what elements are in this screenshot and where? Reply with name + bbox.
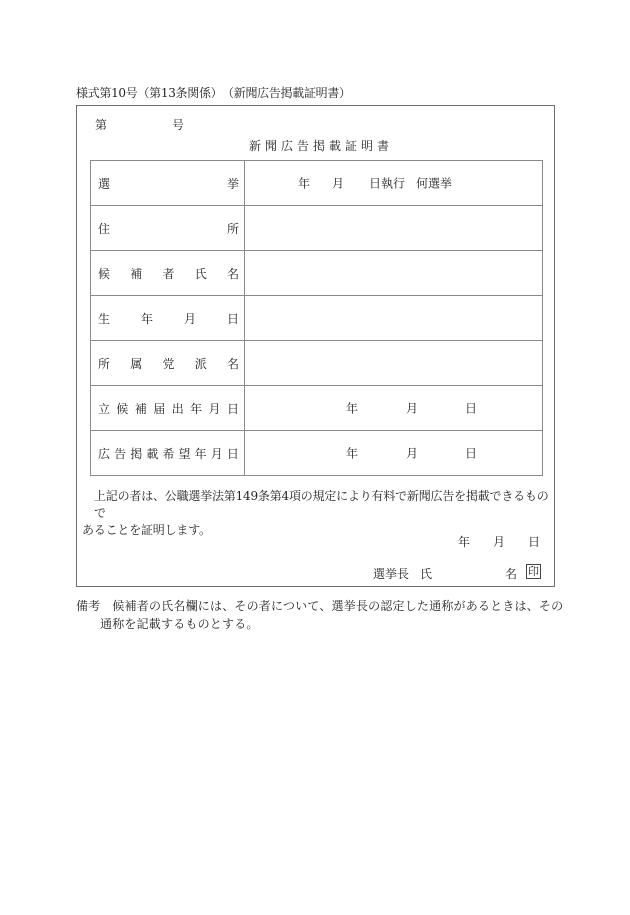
seal-icon: 印 <box>528 565 539 578</box>
certification-statement <box>82 488 556 539</box>
label-char: 届 <box>153 401 166 416</box>
label-char: 者 <box>162 266 175 281</box>
value-cell-election[interactable] <box>245 161 543 206</box>
label-char: 日 <box>226 446 239 461</box>
form-caption: 様式第10号（第13条関係） （新聞広告掲載証明書） <box>76 86 351 100</box>
issue-date-day: 日 <box>528 535 541 549</box>
value-cell-ad-date[interactable] <box>245 431 543 476</box>
ad-month-unit: 月 <box>406 446 419 461</box>
label-char: 日 <box>226 401 239 416</box>
label-char: 出 <box>171 401 184 416</box>
issue-date-month: 月 <box>493 535 506 549</box>
ad-day-unit: 日 <box>465 446 478 461</box>
label-char: 月 <box>210 446 223 461</box>
label-char: 属 <box>130 356 143 371</box>
label-cell-election <box>91 161 245 206</box>
election-month-unit: 月 <box>332 176 345 191</box>
election-day-unit: 日執行 <box>369 176 406 191</box>
signer-name-left: 氏 <box>420 567 433 581</box>
label-cell-ad-date <box>91 431 245 476</box>
label-char: 立 <box>98 401 111 416</box>
label-char: 補 <box>130 266 143 281</box>
remark-line-2: 通称を記載するものとする。 <box>100 617 259 631</box>
signer-name-right: 名 <box>505 567 518 581</box>
document-title-text: 新聞広告掲載証明書 <box>248 139 393 153</box>
label-char: 告 <box>114 446 127 461</box>
label-char: 名 <box>226 266 239 281</box>
label-char: 月 <box>183 311 196 326</box>
label-cell-party <box>91 341 245 386</box>
election-year-unit: 年 <box>298 176 311 191</box>
seal-mark <box>526 564 541 579</box>
table-row-candidacy-date <box>91 386 543 431</box>
table-row-birthdate <box>91 296 543 341</box>
label-char: 所 <box>226 221 239 236</box>
value-cell-address[interactable] <box>245 206 543 251</box>
label-char: 党 <box>162 356 175 371</box>
label-char: 広 <box>98 446 111 461</box>
candidacy-day-unit: 日 <box>465 401 478 416</box>
remark-text-1: 候補者の氏名欄には、その者について、選挙長の認定した通称があるときは、その <box>112 599 564 613</box>
label-cell-address <box>91 206 245 251</box>
statement-line-1: 上記の者は、公職選挙法第149条第4項の規定により有料で新聞広告を掲載できるもので <box>94 489 549 520</box>
label-char: 望 <box>178 446 191 461</box>
value-cell-candidacy-date[interactable] <box>245 386 543 431</box>
table-row-candidate-name <box>91 251 543 296</box>
label-char: 希 <box>162 446 175 461</box>
label-char: 補 <box>134 401 147 416</box>
value-cell-birthdate[interactable] <box>245 296 543 341</box>
issue-date-year: 年 <box>458 535 471 549</box>
value-cell-candidate-name[interactable] <box>245 251 543 296</box>
statement-line-2: あることを証明します。 <box>82 523 211 537</box>
remark-section <box>76 597 566 633</box>
table-row-ad-date <box>91 431 543 476</box>
election-type: 何選挙 <box>416 176 453 191</box>
certificate-table <box>90 160 543 476</box>
value-cell-party[interactable] <box>245 341 543 386</box>
label-char: 載 <box>146 446 159 461</box>
signer-title: 選挙長 <box>373 567 410 581</box>
number-suffix: 号 <box>172 118 185 132</box>
remark-line-1 <box>76 597 566 615</box>
label-char: 氏 <box>194 266 207 281</box>
label-char: 生 <box>98 311 111 326</box>
candidacy-year-unit: 年 <box>346 401 359 416</box>
label-char: 挙 <box>226 176 239 191</box>
label-cell-candidate-name <box>91 251 245 296</box>
label-char: 候 <box>98 266 111 281</box>
label-char: 年 <box>190 401 203 416</box>
label-cell-candidacy-date <box>91 386 245 431</box>
document-title <box>0 137 630 154</box>
label-char: 掲 <box>130 446 143 461</box>
remark-heading: 備考 <box>76 599 101 613</box>
label-char: 所 <box>98 356 111 371</box>
label-char: 選 <box>98 176 111 191</box>
table-row-address <box>91 206 543 251</box>
label-char: 名 <box>226 356 239 371</box>
label-char: 住 <box>98 221 111 236</box>
candidacy-month-unit: 月 <box>406 401 419 416</box>
label-char: 月 <box>208 401 221 416</box>
number-prefix: 第 <box>95 118 108 132</box>
label-char: 派 <box>194 356 207 371</box>
label-char: 年 <box>140 311 153 326</box>
label-char: 日 <box>226 311 239 326</box>
table-row-party <box>91 341 543 386</box>
label-char: 年 <box>194 446 207 461</box>
ad-year-unit: 年 <box>346 446 359 461</box>
table-row-election <box>91 161 543 206</box>
label-char: 候 <box>116 401 129 416</box>
label-cell-birthdate <box>91 296 245 341</box>
